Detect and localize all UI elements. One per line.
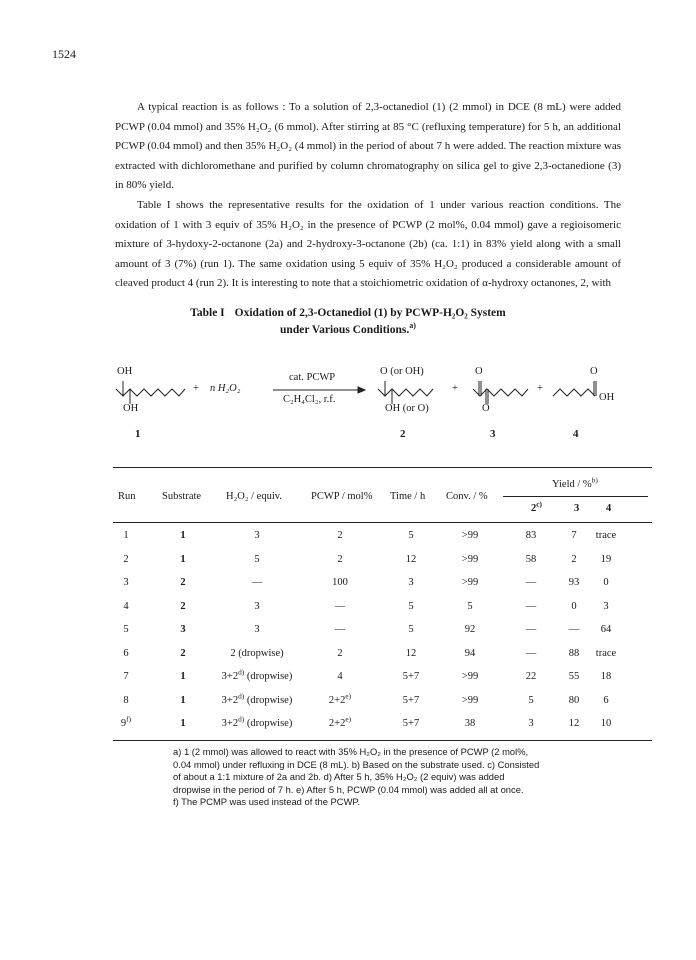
- cell-yield-2: 22: [525, 671, 537, 682]
- product3-o-bottom: O: [482, 403, 490, 414]
- cell-yield-2: —: [525, 647, 537, 659]
- plus-sign-1: +: [452, 383, 458, 394]
- reagent-plus: +: [193, 383, 199, 394]
- cell-yield-2: 58: [525, 553, 537, 565]
- cell-run: 1: [123, 530, 129, 541]
- cell-yield-4: 64: [600, 624, 612, 635]
- cell-pcwp: —: [334, 600, 346, 612]
- cell-run: 5: [123, 624, 129, 635]
- cell-h2o2: $3+2^{d)}$ (dropwise): [221, 667, 293, 682]
- reaction-scheme: [113, 368, 653, 478]
- footnote-line: a) 1 (2 mmol) was allowed to react with 35% H₂O₂ in the presence of PCWP (2 mol%,: [173, 746, 529, 757]
- substrate-chain: [116, 389, 185, 396]
- product2-label-bottom: OH (or O): [385, 403, 429, 414]
- cell-run: 2: [123, 553, 129, 565]
- cell-yield-4: 0: [603, 577, 609, 588]
- cell-yield-3: 7: [571, 530, 577, 541]
- cell-h2o2: 3: [254, 530, 260, 541]
- cell-substrate: 3: [180, 624, 186, 635]
- footnote-marker-a: a): [409, 321, 416, 331]
- cell-time: 3: [408, 577, 414, 588]
- table-label: Table I: [190, 307, 225, 319]
- cell-substrate: 1: [180, 718, 186, 729]
- plus-sign-2: +: [537, 383, 543, 394]
- cell-conv: >99: [461, 671, 479, 682]
- yield-subheader-rule: [503, 496, 648, 497]
- cell-yield-4: 19: [600, 553, 612, 565]
- cell-yield-3: 80: [568, 694, 580, 706]
- cell-yield-4: 10: [600, 718, 612, 729]
- cell-conv: 38: [464, 718, 476, 729]
- header-substrate: Substrate: [162, 491, 202, 502]
- cell-yield-4: trace: [595, 647, 617, 659]
- cell-yield-2: 5: [528, 694, 534, 706]
- product2-label-top: O (or OH): [380, 366, 424, 377]
- footnote-marker: e): [345, 714, 352, 724]
- paragraph-typical-reaction: A typical reaction is as follows : To a solution of 2,3-octanediol (1) (2 mmol) in DCE (8 mL) were added PCWP (0.04 mmol) and 35% H₂O₂ (6 mmol). After stirring at 85 °C (refluxing temperature) for 5 h, an additional PCWP (0.04 mmol) and then 35% H₂O₂ (4 mmol) in the period of about 7 h were added. The reaction mixture was extracted with dichloromethane and purified by column chromatography on silica gel to give 2,3-octanedione (3) in 80% yield.: [115, 101, 621, 192]
- table-footnotes: [173, 746, 633, 809]
- cell-run: 4: [123, 600, 129, 612]
- solvent-label: C₂H₄Cl₂, r.f.: [283, 394, 336, 405]
- footnote-marker: d): [238, 714, 245, 724]
- cell-yield-3: —: [568, 624, 580, 635]
- cell-time: 5: [408, 530, 414, 541]
- cell-run: 9$^{f)}$: [120, 714, 132, 729]
- cell-yield-3: 2: [571, 553, 577, 565]
- header-run: Run: [118, 491, 136, 502]
- table-header-rule: [113, 522, 652, 523]
- header-yield-4: 4: [606, 503, 612, 514]
- table-top-rule: [113, 467, 652, 468]
- table-title: Oxidation of 2,3-Octanediol (1) by PCWP-H₂O₂ System: [234, 307, 506, 319]
- cell-pcwp: —: [334, 624, 346, 635]
- cell-conv: 92: [464, 624, 476, 635]
- header-yield: Yield / %$^{b)}$: [552, 475, 598, 490]
- cell-time: 12: [405, 553, 417, 565]
- cell-pcwp: 2: [337, 530, 343, 541]
- cell-run: 3: [123, 577, 129, 588]
- cell-yield-4: trace: [595, 530, 617, 541]
- compound-label-1: 1: [135, 428, 141, 440]
- cell-h2o2: $3+2^{d)}$ (dropwise): [221, 691, 293, 706]
- header-h2o2: H₂O₂ / equiv.: [226, 491, 282, 502]
- cell-substrate: 1: [180, 671, 186, 682]
- cell-yield-2: —: [525, 624, 537, 635]
- catalyst-label: cat. PCWP: [289, 372, 336, 383]
- cell-pcwp: $2+2^{e)}$: [328, 714, 352, 729]
- cell-h2o2: $3+2^{d)}$ (dropwise): [221, 714, 293, 729]
- cell-yield-3: 88: [568, 647, 580, 659]
- footnote-line: 0.04 mmol) under refluxing in DCE (8 mL). b) Based on the substrate used. c) Consisted: [173, 758, 540, 770]
- cell-pcwp: $2+2^{e)}$: [328, 691, 352, 706]
- cell-yield-4: 3: [603, 600, 609, 612]
- compound-label-3: 3: [490, 428, 496, 440]
- footnote-marker: e): [345, 691, 352, 700]
- cell-substrate: 2: [180, 577, 186, 588]
- cell-yield-2: —: [525, 577, 537, 588]
- footnote-marker: d): [238, 667, 245, 677]
- substrate-oh-bottom: OH: [123, 403, 139, 414]
- footnote-marker-c: c): [536, 499, 542, 509]
- compound-label-4: 4: [573, 428, 579, 440]
- cell-yield-3: 55: [568, 671, 580, 682]
- cell-substrate: 2: [180, 600, 186, 612]
- footnote-line: of about a 1:1 mixture of 2a and 2b. d) After 5 h, 35% H₂O₂ (2 equiv) was added: [173, 771, 505, 783]
- cell-h2o2: 3: [254, 600, 260, 612]
- cell-yield-2: —: [525, 600, 537, 612]
- reagent-h2o2: n H₂O₂: [210, 383, 241, 394]
- cell-time: 5+7: [402, 671, 420, 682]
- cell-conv: 5: [467, 600, 473, 612]
- body-text: [115, 98, 621, 294]
- cell-conv: >99: [461, 530, 479, 541]
- cell-time: 5: [408, 600, 414, 612]
- cell-substrate: 1: [180, 694, 186, 706]
- footnote-marker: f): [126, 714, 132, 724]
- cell-yield-3: 0: [571, 600, 577, 612]
- cell-pcwp: 100: [332, 577, 348, 588]
- cell-conv: >99: [461, 553, 479, 565]
- cell-conv: >99: [461, 694, 479, 706]
- header-conv: Conv. / %: [446, 491, 488, 502]
- cell-yield-3: 12: [568, 718, 580, 729]
- compound-label-2: 2: [400, 428, 406, 440]
- table-caption: [0, 305, 696, 339]
- cell-yield-2: 3: [528, 718, 534, 729]
- footnote-marker-b: b): [591, 475, 598, 485]
- cell-yield-4: 18: [600, 671, 612, 682]
- cell-yield-2: 83: [525, 530, 537, 541]
- product4-o-top: O: [590, 366, 598, 377]
- cell-yield-3: 93: [568, 577, 580, 588]
- cell-run: 6: [123, 647, 129, 659]
- header-time: Time / h: [390, 491, 426, 502]
- cell-conv: 94: [464, 647, 476, 659]
- cell-time: 5+7: [402, 694, 420, 706]
- header-yield-3: 3: [574, 503, 580, 514]
- footnote-marker: d): [238, 691, 245, 700]
- cell-substrate: 2: [180, 647, 186, 659]
- substrate-oh-top: OH: [117, 366, 133, 377]
- reaction-arrowhead: [358, 387, 365, 393]
- cell-time: 5+7: [402, 718, 420, 729]
- cell-time: 5: [408, 624, 414, 635]
- cell-pcwp: 2: [337, 553, 343, 565]
- table-title-line2: under Various Conditions.$^{a)}$: [280, 321, 416, 336]
- product2-chain: [378, 389, 433, 396]
- cell-run: 8: [123, 694, 129, 706]
- cell-pcwp: 2: [337, 647, 343, 659]
- header-pcwp: PCWP / mol%: [311, 491, 373, 502]
- header-yield-2: 2$^{c)}$: [531, 499, 542, 514]
- table-bottom-rule: [113, 740, 652, 741]
- cell-time: 12: [405, 647, 417, 659]
- cell-conv: >99: [461, 577, 479, 588]
- footnote-line: f) The PCMP was used instead of the PCWP.: [173, 796, 361, 808]
- cell-pcwp: 4: [337, 671, 343, 682]
- cell-substrate: 1: [180, 530, 186, 541]
- cell-h2o2: 5: [254, 553, 260, 565]
- product4-oh: OH: [599, 392, 615, 403]
- paragraph-table-discussion: Table I shows the representative results for the oxidation of 1 under various reaction conditions. The oxidation of 1 with 3 equiv of 35% H₂O₂ in the presence of PCWP (2 mol%, 0.04 mmol) gave a regioisomeric mixture of 3-hydoxy-2-octanone (2a) and 2-hydroxy-3-octanone (2b) (ca. 1:1) in 83% yield along with a small amount of 3 (7%) (run 1). The same oxidation using 5 equiv of 35% H₂O₂ produced a considerable amount of cleaved product 4 (run 2). It is interesting to note that a stoichiometric oxidation of α-hydroxy octanones, 2, with: [115, 198, 621, 290]
- cell-h2o2: 2 (dropwise): [230, 647, 284, 659]
- cell-run: 7: [123, 671, 129, 682]
- page-number: 1524: [52, 47, 76, 61]
- cell-h2o2: —: [251, 577, 263, 588]
- footnote-line: dropwise in the period of 7 h. e) After 5 h, PCWP (0.04 mmol) was added all at once.: [173, 783, 524, 795]
- product4-chain: [553, 389, 595, 396]
- product3-o-top: O: [475, 366, 483, 377]
- cell-substrate: 1: [180, 553, 186, 565]
- cell-h2o2: 3: [254, 624, 260, 635]
- cell-yield-4: 6: [603, 694, 609, 706]
- table-title-line1: [0, 305, 696, 322]
